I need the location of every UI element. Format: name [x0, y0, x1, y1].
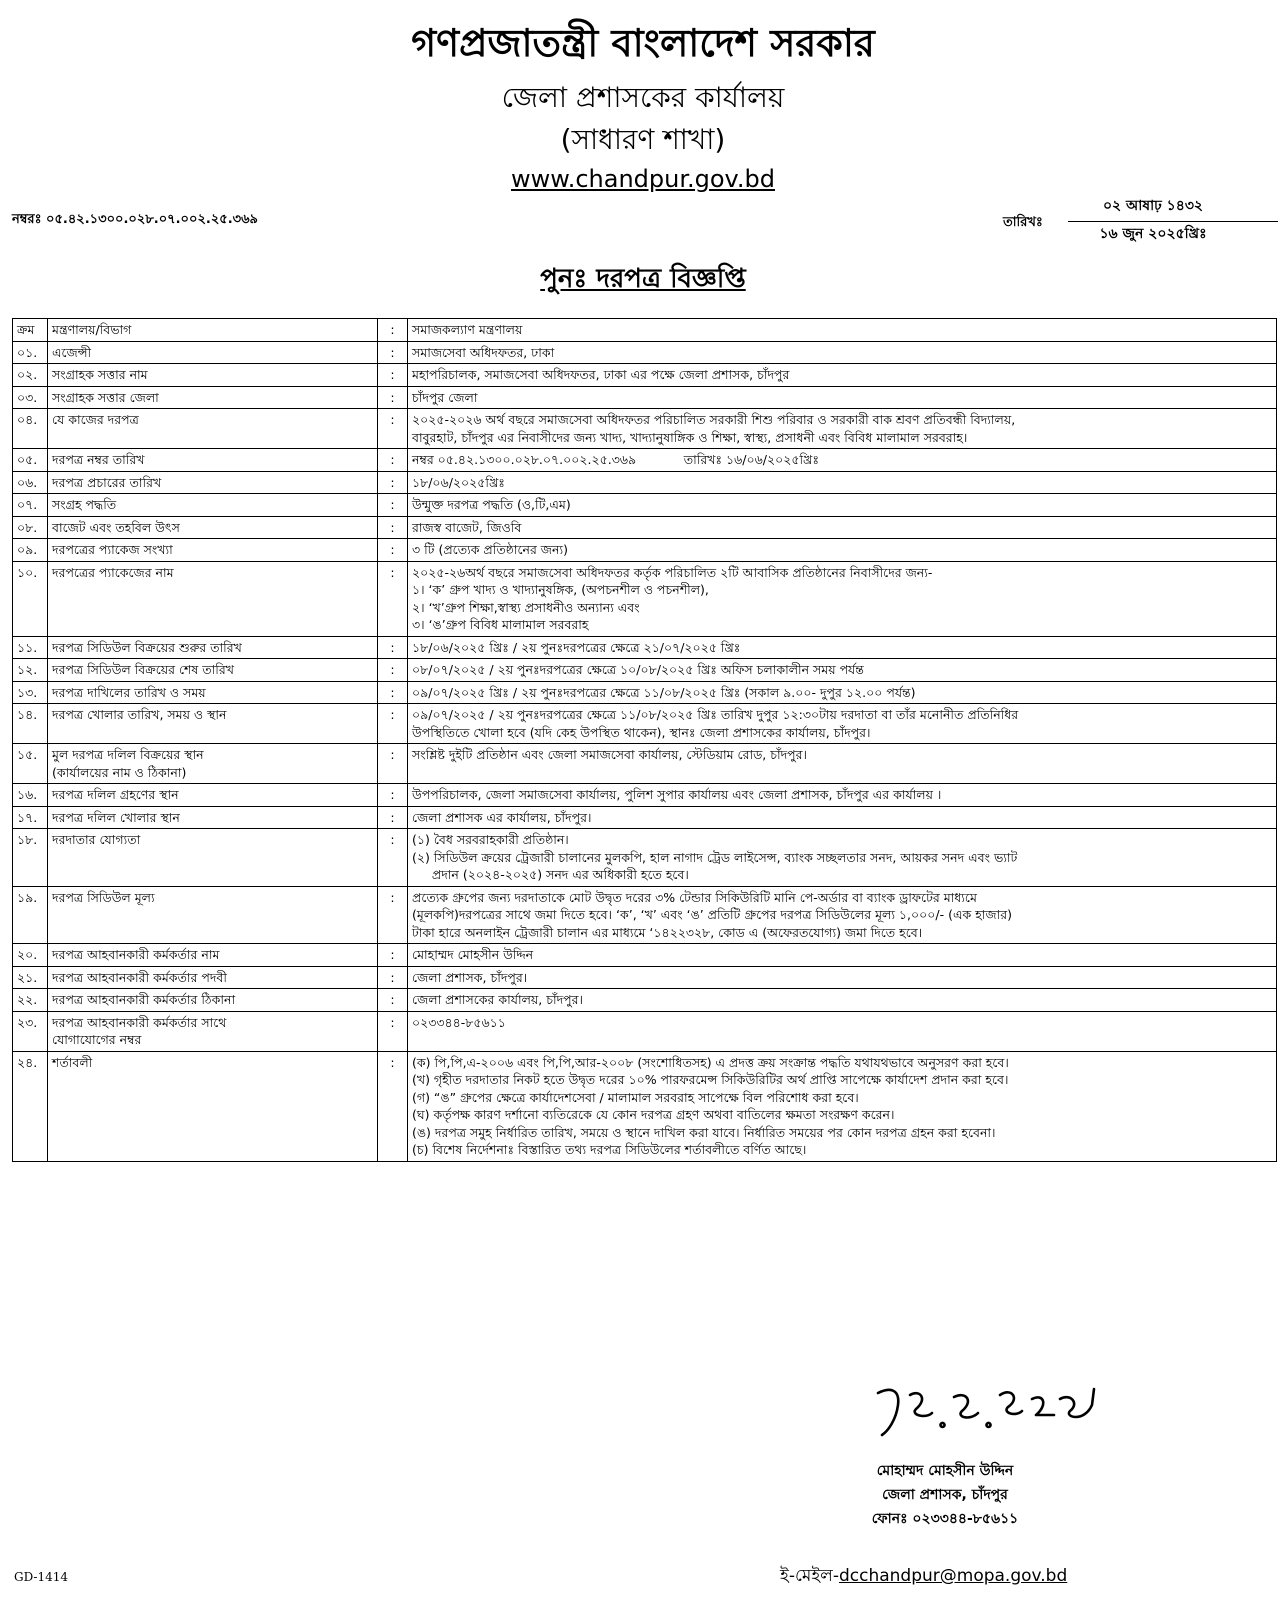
row-value-line: (গ) “ঙ” গ্রুপের ক্ষেত্রে কার্যাদেশসেবা / মালামাল সরবরাহ সাপেক্ষে বিল পরিশোধ করা হবে।	[412, 1089, 859, 1105]
row-value	[408, 886, 1277, 944]
table-row	[13, 364, 1277, 387]
row-value	[408, 341, 1277, 364]
email-label: ই-মেইল-	[780, 1566, 839, 1586]
row-label-line: বাজেট এবং তহবিল উৎস	[52, 519, 180, 535]
row-label-line: মুল দরপত্র দলিল বিক্রয়ের স্থান	[52, 747, 204, 762]
row-value-line: (ঘ) কর্তৃপক্ষ কারণ দর্শানো ব্যতিরেকে যে কোন দরপত্র গ্রহণ অথবা বাতিলের ক্ষমতা সংরক্ষণ করেন।	[412, 1107, 895, 1122]
row-value-line: (ঙ) দরপত্র সমুহ নির্ধারিত তারিখ, সময়ে ও স্থানে দাখিল করা যাবে। নির্ধারিত সময়ের পর কোন দরপত্র গ্রহন করা হবেনা।	[412, 1124, 996, 1140]
row-label-line: এজেন্সী	[52, 344, 92, 360]
table-row	[13, 636, 1277, 659]
row-value-line: ০৯/০৭/২০২৫ / ২য় পুনঃদরপত্রের ক্ষেত্রে ১১/০৮/২০২৫ খ্রিঃ তারিখ দুপুর ১২:৩০টায় দরদাতা বা তাঁর মনোনীত প্রতিনিধির	[412, 707, 1019, 722]
row-value-line: ১। ‘ক’ গ্রুপ খাদ্য ও খাদ্যানুষঙ্গিক, (অপচনশীল ও পচনশীল),	[412, 582, 709, 597]
row-value-line: উপস্থিতিতে খোলা হবে (যদি কেহ উপস্থিত থাকেন), স্থানঃ জেলা প্রশাসকের কার্যালয়, চাঁদপুর।	[412, 724, 871, 740]
row-label-line: দরপত্র আহবানকারী কর্মকর্তার ঠিকানা	[52, 992, 236, 1007]
row-label	[48, 886, 378, 944]
table-row	[13, 829, 1277, 887]
website-link[interactable]: www.chandpur.gov.bd	[511, 165, 775, 193]
row-number: ক্রম	[13, 319, 48, 342]
row-label	[48, 1011, 378, 1051]
row-number: ০২.	[13, 364, 48, 387]
row-label-line: দরপত্র দলিল খোলার স্থান	[52, 809, 180, 825]
row-label-line: দরদাতার যোগ্যতা	[52, 832, 141, 847]
row-value	[408, 704, 1277, 744]
signatory-name: মোহাম্মদ মোহসীন উদ্দিন	[876, 1463, 1014, 1479]
email-line	[780, 1563, 1067, 1591]
row-number: ১৭.	[13, 806, 48, 829]
row-value-line: প্রদান (২০২৪-২০২৫) সনদ এর অধিকারী হতে হবে।	[412, 867, 689, 882]
row-number: ১৫.	[13, 744, 48, 784]
row-separator: :	[378, 704, 408, 744]
row-value-line: রাজস্ব বাজেট, জিওবি	[412, 519, 522, 535]
row-label	[48, 319, 378, 342]
row-number: ০৮.	[13, 516, 48, 539]
row-value-line: ২। ‘খ’গ্রুপ শিক্ষা,স্বাস্থ্য প্রসাধনীও অন্যান্য এবং	[412, 599, 640, 615]
row-value-line: (ক) পি,পি,এ-২০০৬ এবং পি,পি,আর-২০০৮ (সংশোধিতসহ) এ প্রদত্ত ক্রয় সংক্রান্ত পদ্ধতি যথাযথভাবে অনুসরণ করা হবে।	[412, 1054, 1009, 1070]
row-value-line: ২০২৫-২৬অর্থ বছরে সমাজসেবা অধিদফতর কর্তৃক পরিচালিত ২টি আবাসিক প্রতিষ্ঠানের নিবাসীদের জন্য-	[412, 564, 933, 580]
notice-title: পুনঃ দরপত্র বিজ্ঞপ্তি	[540, 264, 746, 294]
date-bangla: ০২ আষাঢ় ১৪৩২	[1102, 198, 1204, 214]
row-separator: :	[378, 539, 408, 562]
row-value-line: (চ) বিশেষ নির্দেশনাঃ বিস্তারিত তথ্য দরপত্র সিডিউলের শর্তাবলীতে বর্ণিত আছে।	[412, 1142, 807, 1157]
signatory-designation: জেলা প্রশাসক, চাঁদপুর	[882, 1487, 1008, 1503]
row-value-line: উন্মুক্ত দরপত্র পদ্ধতি (ও,টি,এম)	[412, 497, 571, 512]
row-number: ১৯.	[13, 886, 48, 944]
row-value-line: টাকা হারে অনলাইন ট্রেজারী চালান এর মাধ্যমে ‘১৪২২৩২৮, কোড এ (অফেরতযোগ্য) জমা দিতে হবে।	[412, 924, 923, 940]
signatory-details	[800, 1459, 1090, 1531]
row-value	[408, 1051, 1277, 1161]
row-value	[408, 449, 1277, 472]
row-number: ০৫.	[13, 449, 48, 472]
row-separator: :	[378, 409, 408, 449]
row-label-line: সংগ্রাহক সত্তার নাম	[52, 367, 148, 382]
row-label	[48, 744, 378, 784]
table-row	[13, 681, 1277, 704]
table-row	[13, 744, 1277, 784]
row-number: ১৬.	[13, 784, 48, 807]
office-title: জেলা প্রশাসকের কার্যালয়	[501, 81, 785, 114]
row-label-line: দরপত্র প্রচারের তারিখ	[52, 474, 162, 490]
table-row	[13, 966, 1277, 989]
row-label-line: যে কাজের দরপত্র	[52, 412, 139, 427]
row-label	[48, 966, 378, 989]
row-label-line: দরপত্র সিডিউল বিক্রয়ের শুরুর তারিখ	[52, 639, 242, 655]
row-label	[48, 659, 378, 682]
table-row	[13, 561, 1277, 636]
handwritten-signature	[870, 1365, 1110, 1445]
row-value	[408, 944, 1277, 967]
row-number: ১৩.	[13, 681, 48, 704]
notice-title-line	[0, 258, 1286, 302]
row-value	[408, 364, 1277, 387]
row-value	[408, 319, 1277, 342]
row-label-line: শর্তাবলী	[52, 1054, 93, 1070]
table-row	[13, 319, 1277, 342]
table-row	[13, 1051, 1277, 1161]
row-separator: :	[378, 944, 408, 967]
row-separator: :	[378, 744, 408, 784]
row-label	[48, 561, 378, 636]
row-number: ১০.	[13, 561, 48, 636]
row-number: ২২.	[13, 989, 48, 1012]
row-value-line: ৩। ‘ঙ’গ্রুপ বিবিধ মালামাল সরবরাহ	[412, 617, 589, 632]
table-row	[13, 989, 1277, 1012]
row-number: ০৭.	[13, 494, 48, 517]
row-separator: :	[378, 471, 408, 494]
email-link[interactable]: dcchandpur@mopa.gov.bd	[838, 1566, 1068, 1586]
table-row	[13, 659, 1277, 682]
table-row	[13, 1011, 1277, 1051]
row-label-line: দরপত্র দলিল গ্রহণের স্থান	[52, 787, 179, 802]
row-separator: :	[378, 636, 408, 659]
row-value-line: (১) বৈধ সরবরাহকারী প্রতিষ্ঠান।	[412, 832, 569, 847]
row-value	[408, 516, 1277, 539]
branch-title: (সাধারণ শাখা)	[560, 123, 726, 156]
row-separator: :	[378, 806, 408, 829]
date-label: তারিখঃ	[1003, 215, 1043, 230]
row-value-line: উপপরিচালক, জেলা সমাজসেবা কার্যালয়, পুলিশ সুপার কার্যালয় এবং জেলা প্রশাসক, চাঁদপুর এর কার্যালয় ।	[412, 787, 942, 802]
table-row	[13, 516, 1277, 539]
row-value-line: মহাপরিচালক, সমাজসেবা অধিদফতর, ঢাকা এর পক্ষে জেলা প্রশাসক, চাঁদপুর	[412, 367, 790, 382]
row-number: ০৯.	[13, 539, 48, 562]
row-number: ১১.	[13, 636, 48, 659]
row-value-line: জেলা প্রশাসক, চাঁদপুর।	[412, 969, 528, 985]
date-english: ১৬ জুন ২০২৫খ্রিঃ	[1099, 226, 1207, 242]
row-number: ২৪.	[13, 1051, 48, 1161]
row-label	[48, 471, 378, 494]
row-number: ০৬.	[13, 471, 48, 494]
row-value-line: জেলা প্রশাসকের কার্যালয়, চাঁদপুর।	[412, 992, 583, 1007]
row-label-line: (কার্যালয়ের নাম ও ঠিকানা)	[52, 764, 187, 780]
row-number: ১৪.	[13, 704, 48, 744]
row-label	[48, 944, 378, 967]
row-label	[48, 494, 378, 517]
row-value	[408, 471, 1277, 494]
row-number: ১৮.	[13, 829, 48, 887]
row-label-line: দরপত্র আহবানকারী কর্মকর্তার নাম	[52, 947, 220, 962]
row-value-line: সংশ্লিষ্ট দুইটি প্রতিষ্ঠান এবং জেলা সমাজসেবা কার্যালয়, স্টেডিয়াম রোড, চাঁদপুর।	[412, 747, 807, 762]
row-number: ২০.	[13, 944, 48, 967]
row-value	[408, 744, 1277, 784]
row-label	[48, 636, 378, 659]
row-value	[408, 494, 1277, 517]
row-value	[408, 659, 1277, 682]
row-separator: :	[378, 1011, 408, 1051]
row-separator: :	[378, 561, 408, 636]
row-value-line: সমাজকল্যাণ মন্ত্রণালয়	[412, 322, 523, 337]
row-label	[48, 409, 378, 449]
row-value	[408, 806, 1277, 829]
row-value-line: ১৮/০৬/২০২৫খ্রিঃ	[412, 474, 505, 490]
table-row	[13, 539, 1277, 562]
row-value-line: ০৯/০৭/২০২৫ খ্রিঃ / ২য় পুনঃদরপত্রের ক্ষেত্রে ১১/০৮/২০২৫ খ্রিঃ (সকাল ৯.০০- দুপুর ১২.০০ পর্যন্ত)	[412, 684, 916, 700]
row-label-line: দরপত্র আহবানকারী কর্মকর্তার পদবী	[52, 969, 227, 985]
row-value	[408, 386, 1277, 409]
row-label	[48, 681, 378, 704]
row-number: ১২.	[13, 659, 48, 682]
row-label	[48, 386, 378, 409]
row-label-line: দরপত্র সিডিউল মূল্য	[52, 889, 155, 905]
row-value-line: বাবুরহাট, চাঁদপুর এর নিবাসীদের জন্য খাদ্য, খাদ্যানুষাঙ্গিক ও শিক্ষা, স্বাস্থ্য, প্রসাধনী এবং বিবিধ মালামাল সরবরাহ।	[412, 429, 968, 445]
table-row	[13, 386, 1277, 409]
row-label-line: দরপত্রের প্যাকেজ সংখ্যা	[52, 542, 173, 557]
gd-code: GD-1414	[14, 1570, 69, 1584]
row-separator: :	[378, 886, 408, 944]
row-label	[48, 516, 378, 539]
row-separator: :	[378, 784, 408, 807]
row-separator: :	[378, 449, 408, 472]
row-value-line: জেলা প্রশাসক এর কার্যালয়, চাঁদপুর।	[412, 809, 592, 825]
table-row	[13, 341, 1277, 364]
row-separator: :	[378, 829, 408, 887]
memo-number: নম্বরঃ ০৫.৪২.১৩০০.০২৮.০৭.০০২.২৫.৩৬৯	[12, 212, 258, 227]
row-label-line: সংগ্রহ পদ্ধতি	[52, 497, 117, 512]
table-row	[13, 494, 1277, 517]
row-label	[48, 989, 378, 1012]
row-separator: :	[378, 341, 408, 364]
row-value-line: চাঁদপুর জেলা	[412, 389, 478, 405]
table-row	[13, 806, 1277, 829]
table-row	[13, 449, 1277, 472]
row-label	[48, 341, 378, 364]
row-label-line: দরপত্র আহবানকারী কর্মকর্তার সাথে	[52, 1014, 227, 1030]
row-label	[48, 806, 378, 829]
row-number: ২৩.	[13, 1011, 48, 1051]
table-row	[13, 784, 1277, 807]
table-row	[13, 886, 1277, 944]
row-value-line: সমাজসেবা অধিদফতর, ঢাকা	[412, 344, 555, 360]
row-value	[408, 1011, 1277, 1051]
row-label-line: মন্ত্রণালয়/বিভাগ	[52, 322, 132, 337]
row-value-line: ১৮/০৬/২০২৫ খ্রিঃ / ২য় পুনঃদরপত্রের ক্ষেত্রে ২১/০৭/২০২৫ খ্রিঃ	[412, 639, 741, 655]
row-separator: :	[378, 1051, 408, 1161]
row-separator: :	[378, 681, 408, 704]
row-value	[408, 636, 1277, 659]
row-value	[408, 561, 1277, 636]
row-label-line: সংগ্রাহক সত্তার জেলা	[52, 389, 159, 405]
row-label-line: দরপত্র নম্বর তারিখ	[52, 452, 145, 467]
row-value	[408, 681, 1277, 704]
row-value-line: ০৮/০৭/২০২৫ / ২য় পুনঃদরপত্রের ক্ষেত্রে ১০/০৮/২০২৫ খ্রিঃ অফিস চলাকালীন সময় পর্যন্ত	[412, 662, 864, 677]
row-number: ২১.	[13, 966, 48, 989]
signatory-phone: ফোনঃ ০২৩৩৪৪-৮৫৬১১	[871, 1511, 1019, 1527]
table-row	[13, 944, 1277, 967]
row-number: ০৪.	[13, 409, 48, 449]
row-separator: :	[378, 989, 408, 1012]
row-label-line: দরপত্র খোলার তারিখ, সময় ও স্থান	[52, 707, 227, 722]
tender-table	[12, 318, 1277, 1162]
row-value-line: ৩ টি (প্রত্যেক প্রতিষ্ঠানের জন্য)	[412, 542, 568, 557]
row-label-line: দরপত্র সিডিউল বিক্রয়ের শেষ তারিখ	[52, 662, 234, 677]
row-label	[48, 364, 378, 387]
table-row	[13, 471, 1277, 494]
row-label	[48, 1051, 378, 1161]
row-value-line: নম্বর ০৫.৪২.১৩০০.০২৮.০৭.০০২.২৫.৩৬৯ তারিখঃ ১৬/০৬/২০২৫খ্রিঃ	[412, 452, 819, 467]
row-value	[408, 409, 1277, 449]
row-number: ০১.	[13, 341, 48, 364]
row-value-line: (মূলকপি)দরপত্রের সাথে জমা দিতে হবে। ‘ক’, ‘খ’ এবং ‘ঙ’ প্রতিটি গ্রুপের দরপত্র সিডিউলের মূল্য ১,০০০/- (এক হাজার)	[412, 907, 1012, 922]
row-separator: :	[378, 319, 408, 342]
table-row	[13, 704, 1277, 744]
row-label-line: দরপত্রের প্যাকেজের নাম	[52, 564, 174, 580]
row-value-line: (খ) গৃহীত দরদাতার নিকট হতে উদ্বৃত দরের ১০% পারফরমেন্স সিকিউরিটির অর্থ প্রাপ্তি সাপেক্ষে কার্যাদেশ প্রদান করা হবে।	[412, 1072, 1009, 1087]
tender-table-body	[13, 319, 1277, 1162]
row-separator: :	[378, 494, 408, 517]
row-value	[408, 539, 1277, 562]
row-label-line: যোগাযোগের নম্বর	[52, 1032, 142, 1047]
row-label-line: দরপত্র দাখিলের তারিখ ও সময়	[52, 684, 206, 700]
row-value-line: মোহাম্মদ মোহসীন উদ্দিন	[412, 947, 534, 962]
row-separator: :	[378, 364, 408, 387]
row-number: ০৩.	[13, 386, 48, 409]
government-title: গণপ্রজাতন্ত্রী বাংলাদেশ সরকার	[411, 20, 875, 65]
row-separator: :	[378, 516, 408, 539]
website-line	[0, 162, 1286, 196]
row-label	[48, 829, 378, 887]
row-value	[408, 989, 1277, 1012]
row-separator: :	[378, 386, 408, 409]
row-separator: :	[378, 659, 408, 682]
row-label	[48, 539, 378, 562]
row-value-line: ২০২৫-২০২৬ অর্থ বছরে সমাজসেবা অধিদফতর পরিচালিত সরকারী শিশু পরিবার ও সরকারী বাক শ্রবণ প্রতিবন্ধী বিদ্যালয়,	[412, 412, 1016, 427]
row-value	[408, 829, 1277, 887]
date-block	[1068, 195, 1278, 246]
row-value-line: (২) সিডিউল ক্রয়ের ট্রেজারী চালানের মুলকপি, হাল নাগাদ ট্রেড লাইসেন্স, ব্যাংক সচ্ছলতার সনদ, আয়কর সনদ এবং ভ্যাট	[412, 849, 1018, 865]
row-label	[48, 449, 378, 472]
row-value-line: প্রত্যেক গ্রুপের জন্য দরদাতাকে মোট উদ্বৃত দরের ৩% টেন্ডার সিকিউরিটি মানি পে-অর্ডার বা ব্যাংক ড্রাফটের মাধ্যমে	[412, 889, 977, 905]
row-value-line: ০২৩৩৪৪-৮৫৬১১	[412, 1014, 506, 1030]
table-row	[13, 409, 1277, 449]
row-separator: :	[378, 966, 408, 989]
row-label	[48, 784, 378, 807]
row-label	[48, 704, 378, 744]
row-value	[408, 966, 1277, 989]
row-value	[408, 784, 1277, 807]
